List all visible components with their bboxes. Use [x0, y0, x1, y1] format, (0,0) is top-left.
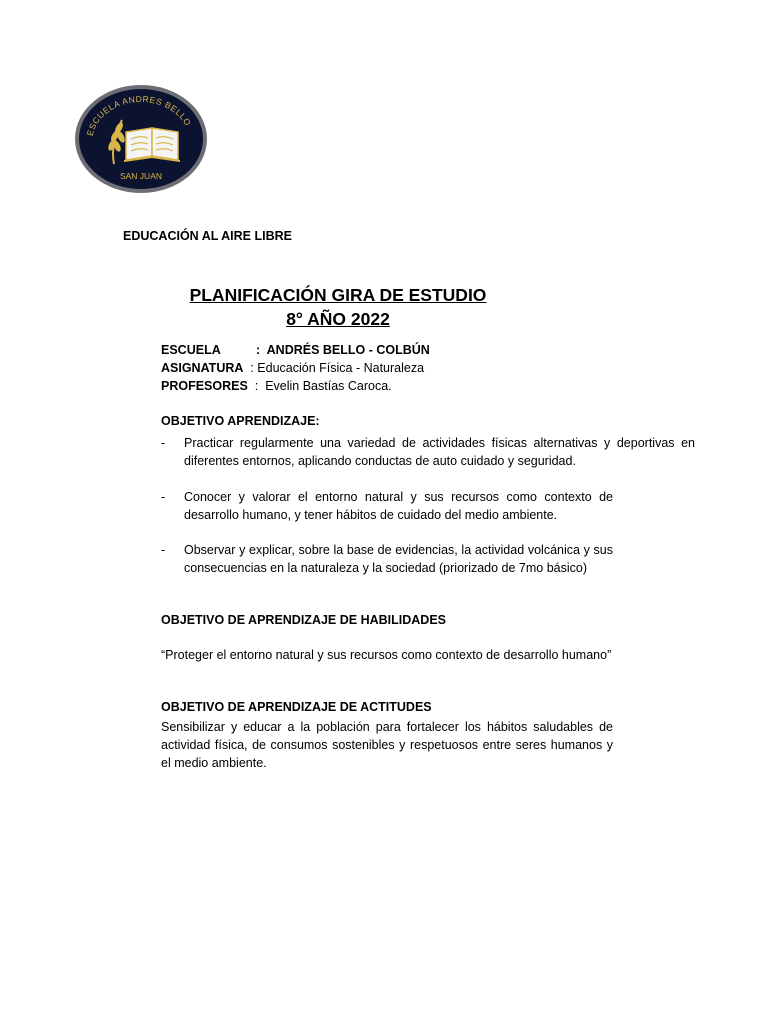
- escuela-label: ESCUELA: [161, 343, 221, 357]
- svg-text:SAN JUAN: SAN JUAN: [119, 171, 163, 181]
- svg-text:ESCUELA ANDRES BELLO: ESCUELA ANDRES BELLO: [84, 93, 194, 137]
- list-marker: -: [161, 490, 166, 504]
- habilidades-heading: OBJETIVO DE APRENDIZAJE DE HABILIDADES: [161, 613, 446, 627]
- list-item-text: Conocer y valorar el entorno natural y sus recursos como contexto de desarrollo humano, y tener hábitos de cuidado del medio ambiente.: [184, 490, 613, 522]
- list-item: [161, 488, 613, 542]
- list-item-text: Practicar regularmente una variedad de actividades físicas alternativas y deportivas en diferentes entornos, aplicando conductas de auto cuidado y seguridad.: [184, 436, 695, 468]
- list-item-text: Observar y explicar, sobre la base de evidencias, la actividad volcánica y sus consecuencias en la naturaleza y la sociedad (priorizado de 7mo básico): [184, 543, 613, 575]
- objetivo-heading: OBJETIVO APRENDIZAJE:: [161, 414, 320, 428]
- asignatura-label: ASIGNATURA: [161, 361, 244, 375]
- document-title: PLANIFICACIÓN GIRA DE ESTUDIO: [189, 285, 487, 305]
- actitudes-paragraph: Sensibilizar y educar a la población para fortalecer los hábitos saludables de actividad física, de consumos sostenibles y respetuosos entre seres humanos y el medio ambiente.: [161, 720, 613, 770]
- list-marker: -: [161, 543, 166, 557]
- info-row-profesores: [161, 379, 392, 393]
- actitudes-heading: OBJETIVO DE APRENDIZAJE DE ACTITUDES: [161, 700, 432, 714]
- habilidades-quote: “Proteger el entorno natural y sus recursos como contexto de desarrollo humano”: [161, 648, 612, 662]
- list-item: [161, 541, 613, 595]
- list-item: [161, 434, 695, 488]
- document-subtitle: 8° AÑO 2022: [286, 309, 390, 329]
- profesores-value: : Evelin Bastías Caroca.: [247, 379, 392, 393]
- escuela-value: : ANDRÉS BELLO - COLBÚN: [256, 343, 430, 357]
- info-row-escuela: [161, 343, 430, 357]
- asignatura-value: : Educación Física - Naturaleza: [243, 361, 425, 375]
- profesores-label: PROFESORES: [161, 379, 248, 393]
- info-row-asignatura: [161, 361, 424, 375]
- course-kicker: EDUCACIÓN AL AIRE LIBRE: [123, 229, 292, 243]
- school-logo: [74, 84, 208, 194]
- list-marker: -: [161, 436, 166, 450]
